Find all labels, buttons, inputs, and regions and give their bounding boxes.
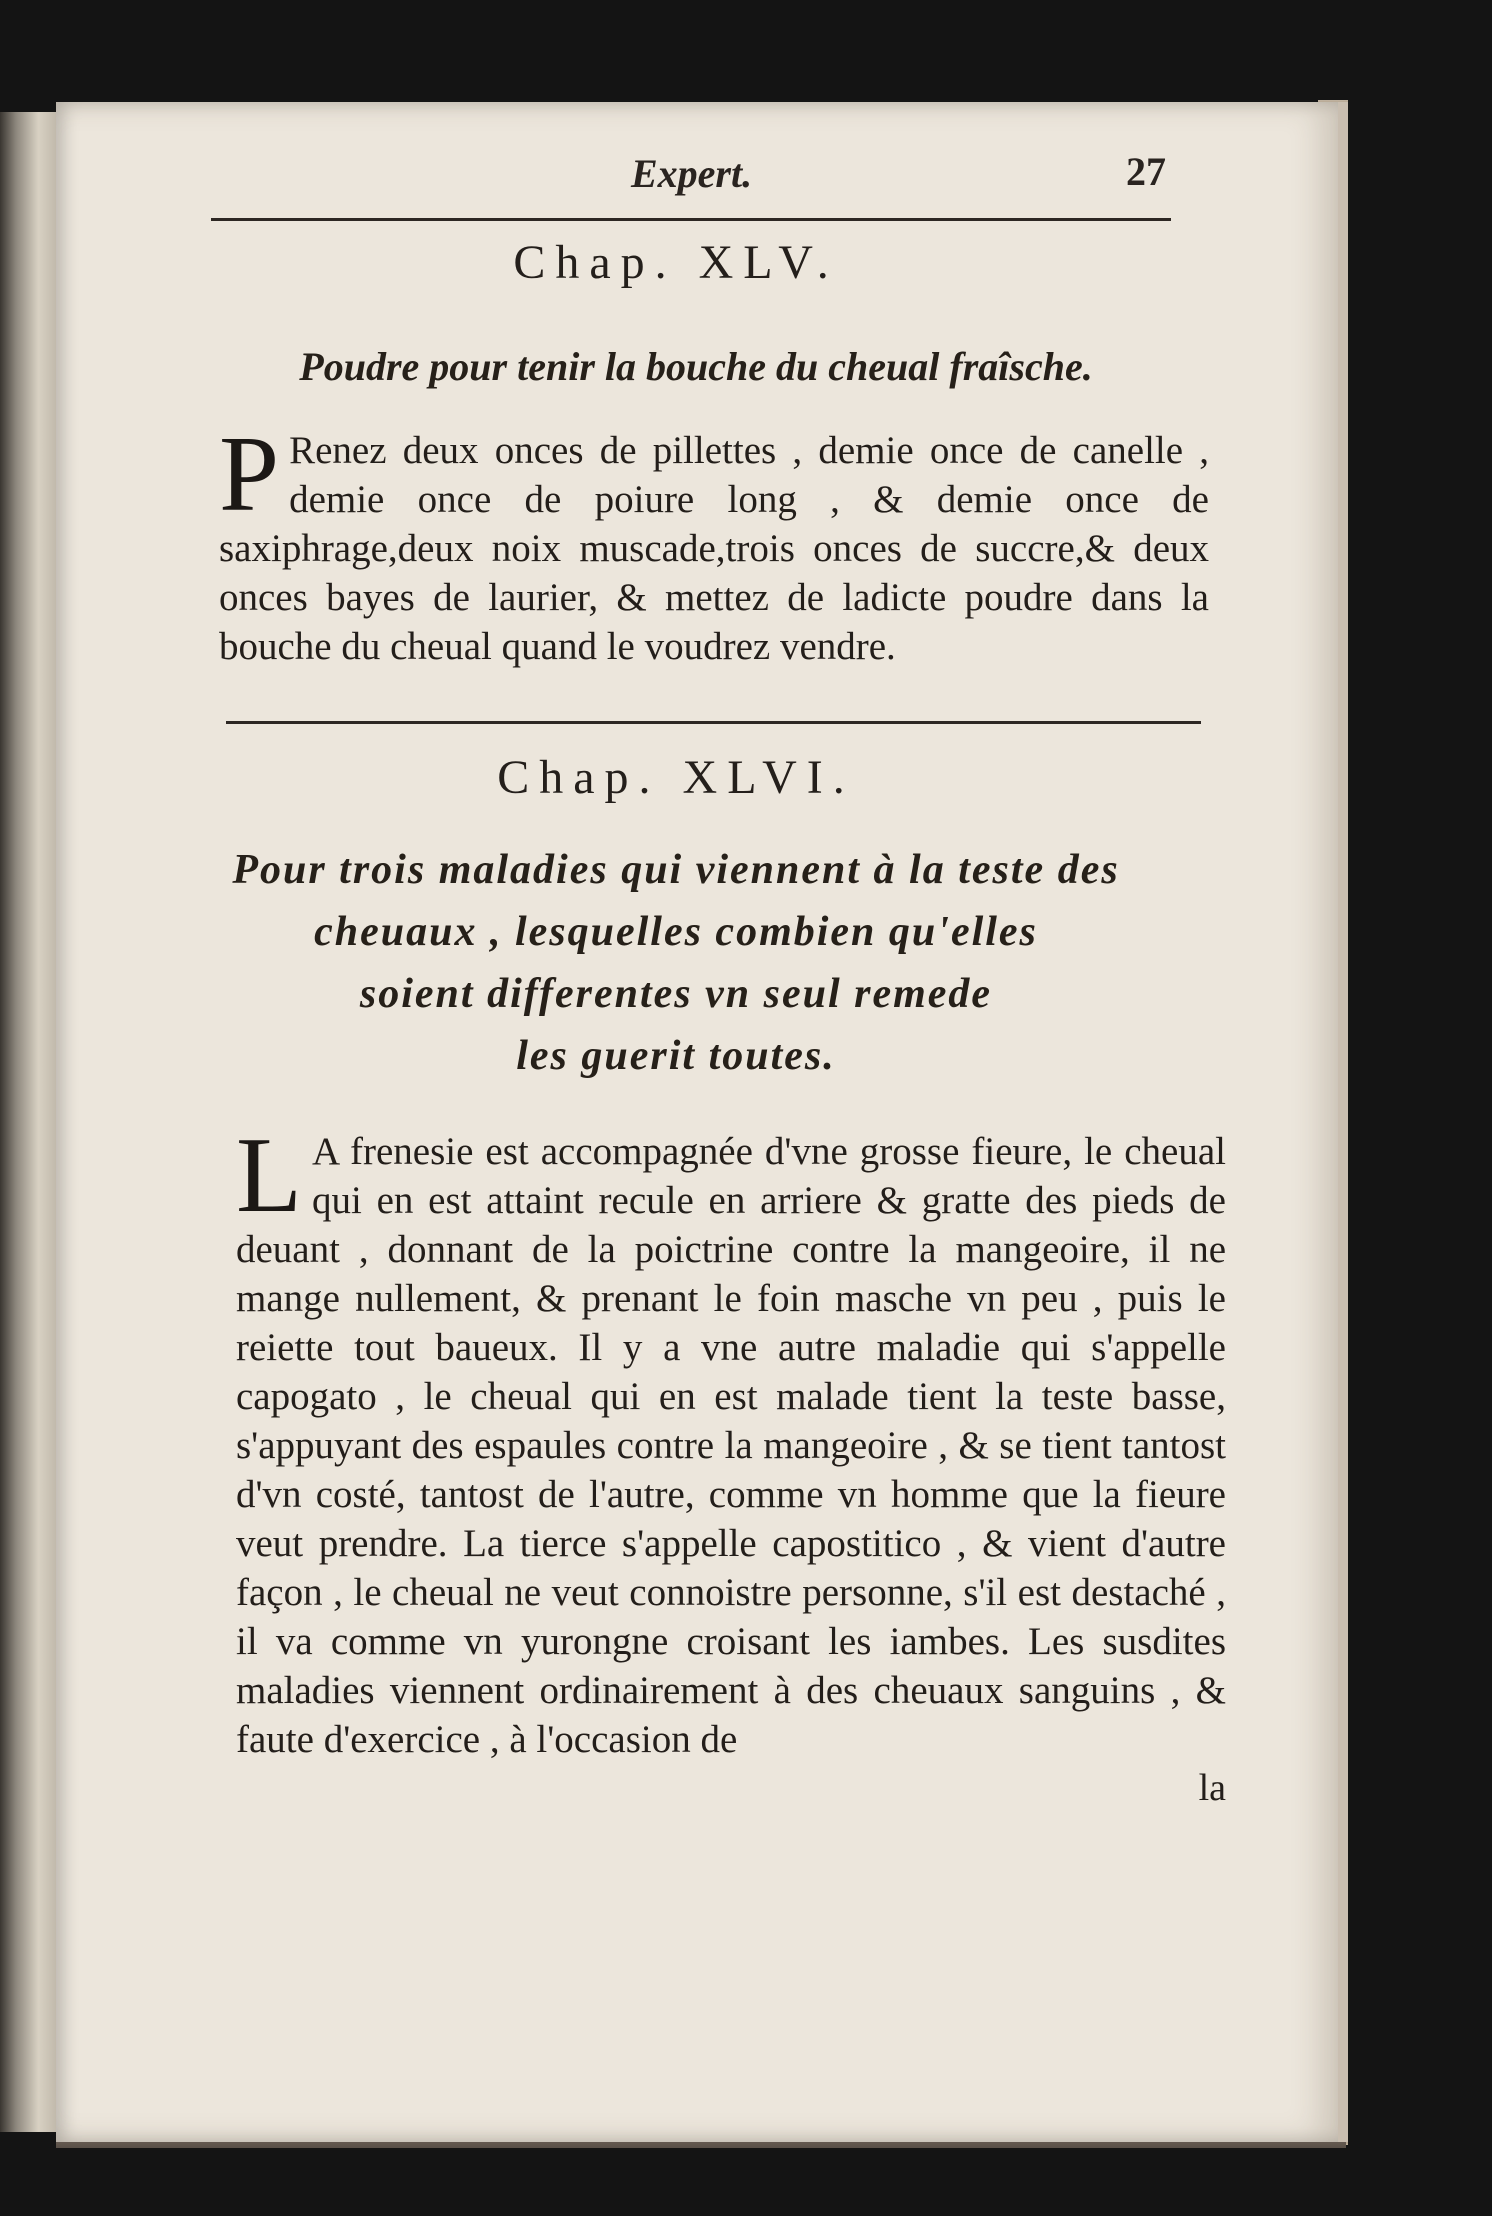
chapter-number: Chap. XLVI. (497, 751, 855, 804)
heading-line: cheuaux , lesquelles combien qu'elles (314, 909, 1038, 955)
book-left-edge (0, 112, 64, 2132)
page-content (151, 142, 1226, 1810)
drop-capital: L (236, 1116, 302, 1235)
heading-line: soient differentes vn seul remede (359, 971, 993, 1017)
drop-capital: P (219, 415, 280, 534)
chapter-text: A frenesie est accompagnée d'vne grosse fieure, le cheual qui en est attaint recule en arriere & gratte des pieds de deuant , donnant de la poictrine contre la mangeoire, il ne mange nullement, & prenant le foin masche vn peu , puis le reiette tout baueux. Il y a vne autre maladie qui s'appelle capogato , le cheual qui en est malade tient la teste basse, s'appuyant des espaules contre la mangeoire , & se tient tantost d'vn costé, tantost de l'autre, comme vn homme que la fieure veut prendre. La tierce s'appelle capostitico , & vient d'autre façon , le cheual ne veut connoistre personne, s'il est destaché , il va comme vn yurongne croisant les iambes. Les susdites maladies viennent ordinairement à des cheuaux sanguins , & faute d'exercice , à l'occasion de (236, 1130, 1226, 1761)
heading-line: les guerit toutes. (516, 1033, 836, 1079)
header-rule (211, 218, 1171, 221)
running-head-title: Expert. (631, 151, 753, 196)
page-number: 27 (1126, 149, 1166, 194)
section-rule (226, 721, 1201, 724)
chapter-heading: Poudre pour tenir la bouche du cheual fraîsche. (299, 344, 1093, 389)
chapter-body (219, 415, 1209, 671)
chapter-heading (151, 839, 1201, 1087)
book-page (56, 102, 1348, 2142)
chapter-number: Chap. XLV. (513, 236, 839, 289)
catchword: la (1198, 1767, 1226, 1809)
chapter-text: Renez deux onces de pillettes , demie once de canelle , demie once de poiure long , & demie once de saxiphrage,deux noix muscade,trois onces de succre,& deux onces bayes de laurier, & mettez de ladicte poudre dans la bouche du cheual quand le voudrez vendre. (219, 429, 1209, 668)
chapter-body (236, 1116, 1226, 1764)
heading-line: Pour trois maladies qui viennent à la teste des (232, 847, 1120, 893)
running-head (151, 142, 1201, 212)
